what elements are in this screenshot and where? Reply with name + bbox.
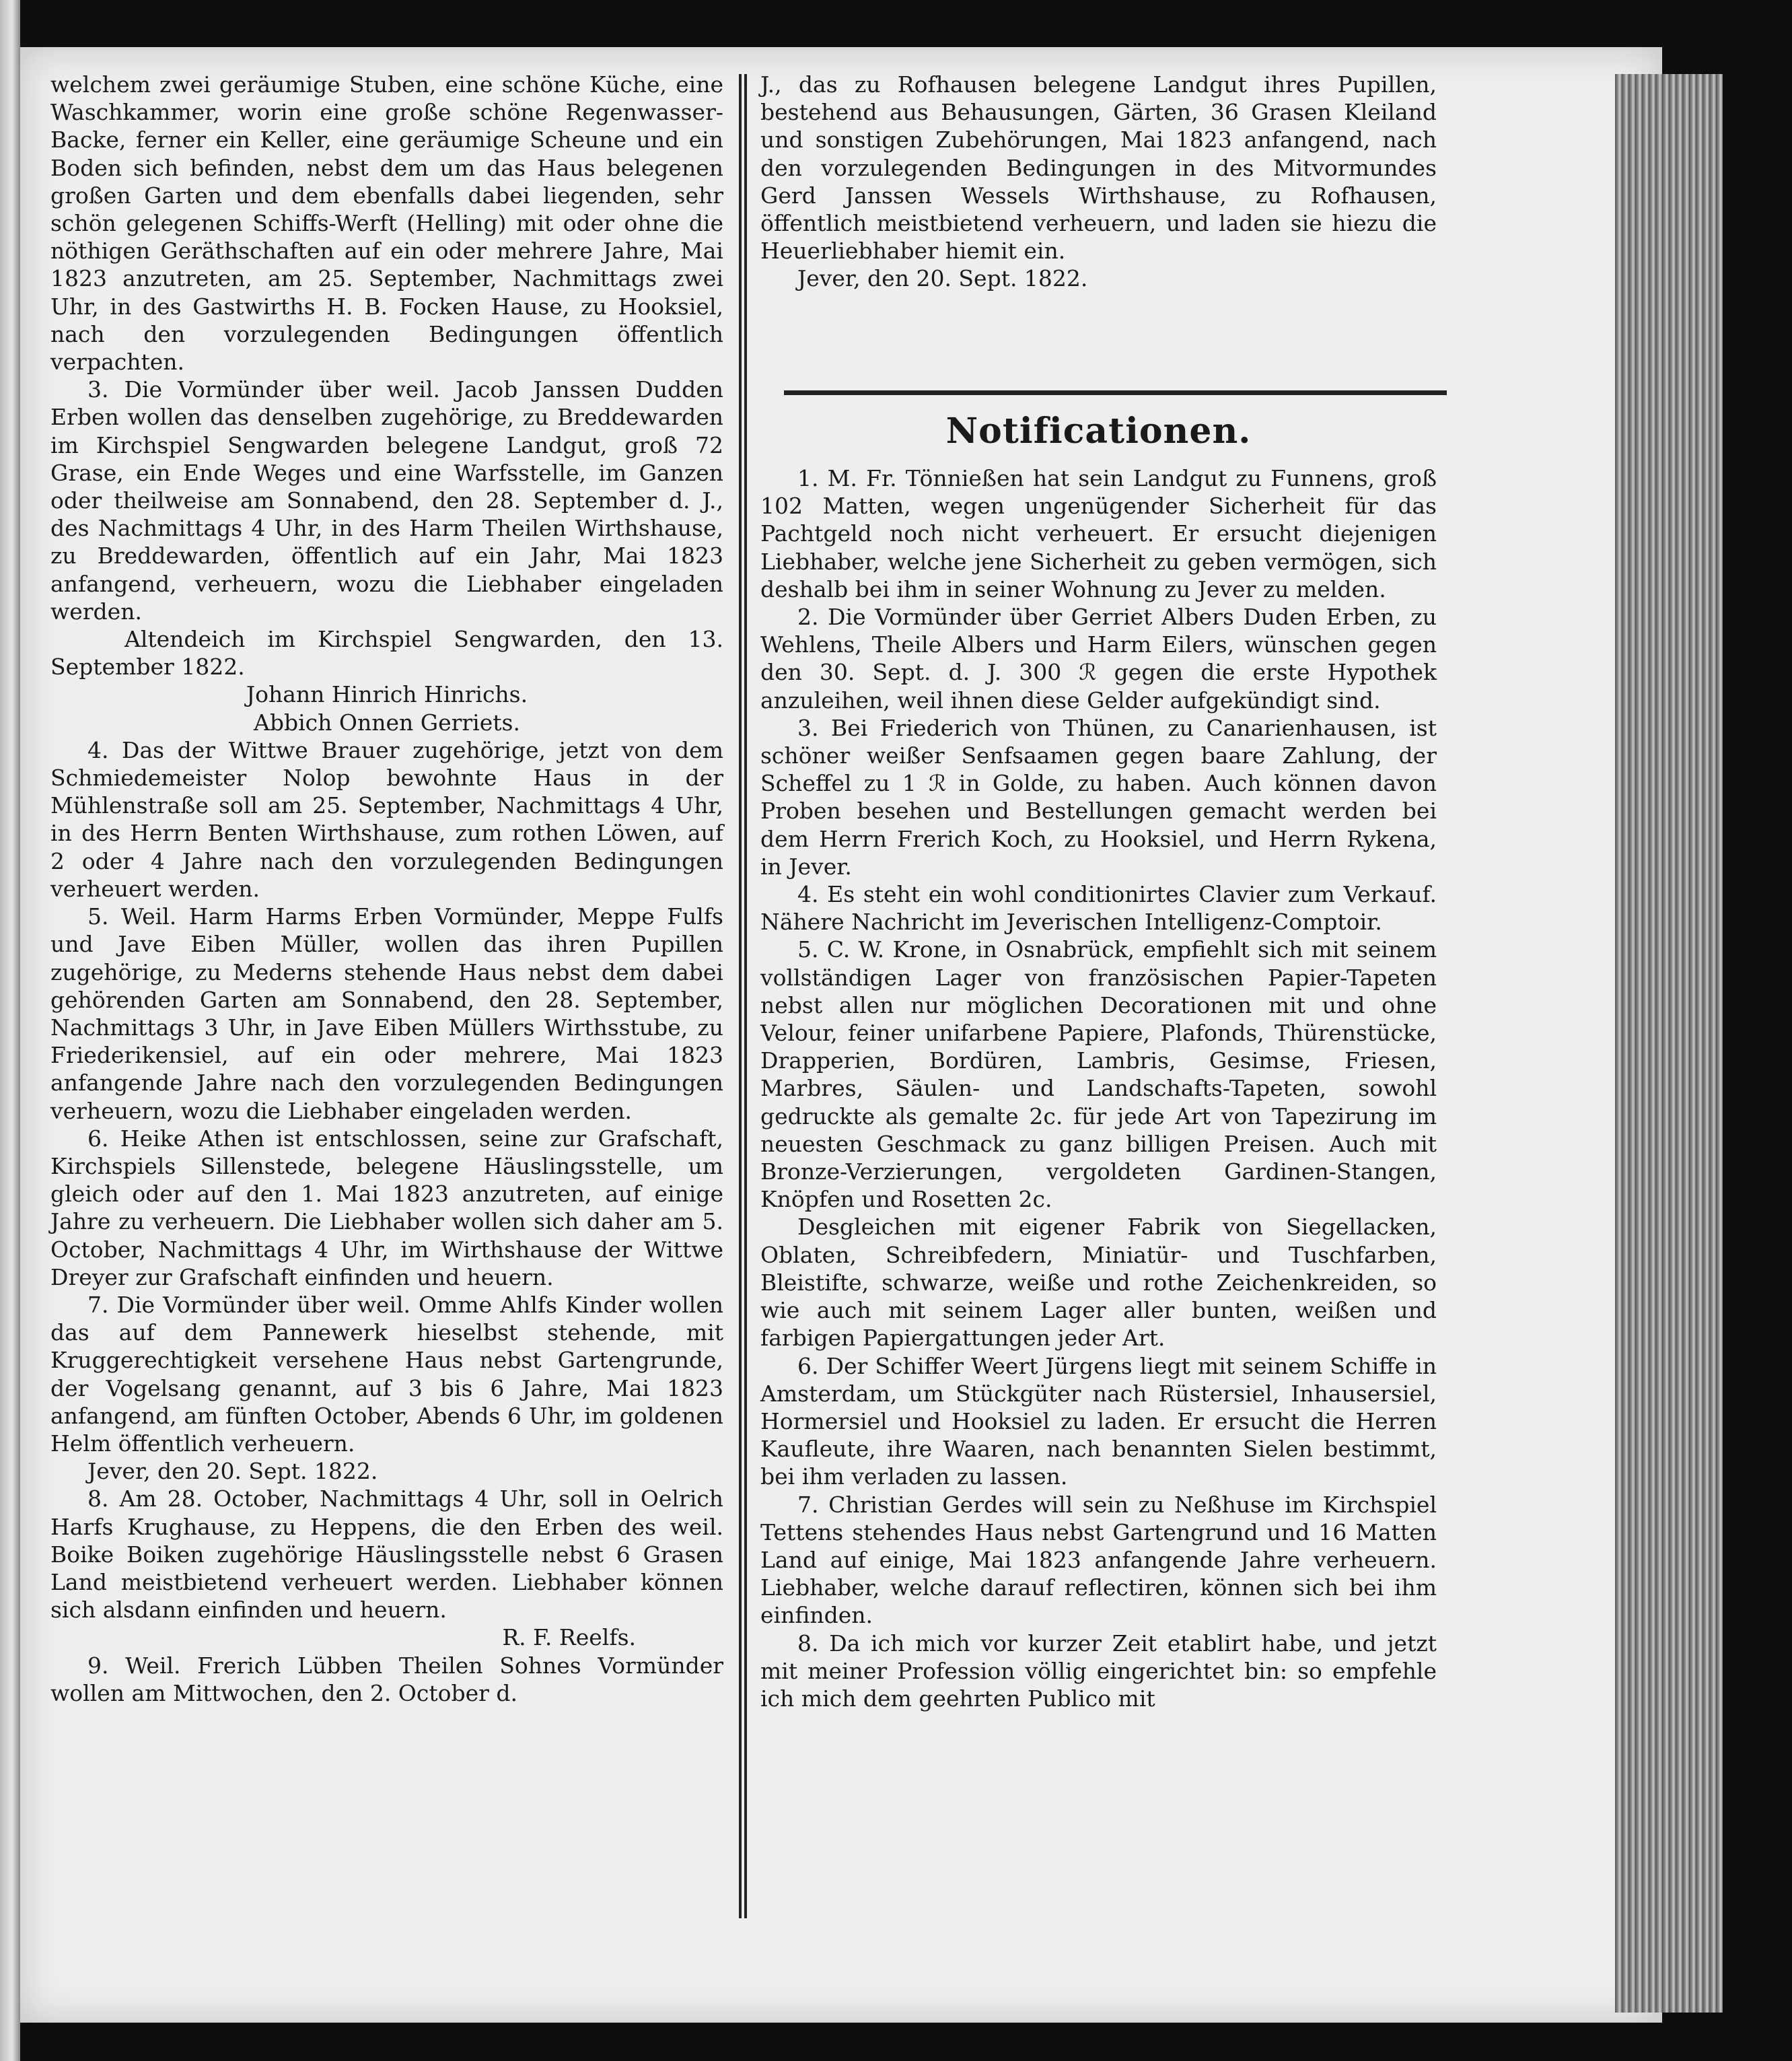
paragraph-continued: welchem zwei geräumige Stuben, eine schöne Küche, eine Waschkammer, worin eine große schöne Regenwasser-Backe, ferner ein Keller, eine geräumige Scheune und ein Boden sich befinden, nebst dem um das Haus belegenen großen Garten und dem ebenfalls dabei liegenden, sehr schön gelegenen Schiffs-Werft (Helling) mit oder ohne die nöthigen Geräthschaften auf ein oder mehrere Jahre, Mai 1823 anzutreten, am 25. September, Nachmittags zwei Uhr, in des Gastwirths H. B. Focken Hause, zu Hooksiel, nach den vorzulegenden Bedingungen öffentlich verpachten. — [50, 71, 723, 376]
notice-9-continued: J., das zu Rofhausen belegene Landgut ihres Pupillen, bestehend aus Behausungen, Gärten, 36 Grasen Kleiland und sonstigen Zubehörungen, Mai 1823 anfangend, nach den vorzulegenden Bedingungen in des Mitvormundes Gerd Janssen Wessels Wirthshause, zu Rofhausen, öffentlich meistbietend verheuern, und laden sie hiezu die Heuerliebhaber hiemit ein. — [760, 71, 1437, 265]
section-rule — [784, 390, 1447, 395]
column-divider — [739, 74, 747, 1918]
right-column-top — [760, 71, 1437, 293]
notice-5: 5. Weil. Harm Harms Erben Vormünder, Meppe Fulfs und Jave Eiben Müller, wollen das ihren Pupillen zugehörige, zu Mederns stehende Haus nebst dem dabei gehörenden Garten am Sonnabend, den 28. September, Nachmittags 3 Uhr, in Jave Eiben Müllers Wirthsstube, zu Friederikensiel, auf ein oder mehrere, Mai 1823 anfangende Jahre nach den vorzulegenden Bedingungen verheuern, wozu die Liebhaber eingeladen werden. — [50, 903, 723, 1124]
notice-7-date: Jever, den 20. Sept. 1822. — [87, 1458, 378, 1485]
notice-3-place: Altendeich im Kirchspiel Sengwarden, den 13. September 1822. — [50, 626, 723, 680]
notification-3: 3. Bei Friederich von Thünen, zu Canarienhausen, ist schöner weißer Senfsaamen gegen baare Zahlung, der Scheffel zu 1 ℛ in Golde, zu haben. Auch können davon Proben besehen und Bestellungen gemacht werden bei dem Herrn Frerich Koch, zu Hooksiel, und Herrn Rykena, in Jever. — [760, 714, 1437, 880]
notification-5: 5. C. W. Krone, in Osnabrück, empfiehlt sich mit seinem vollständigen Lager von französischen Papier-Tapeten nebst allen nur möglichen Decorationen mit und ohne Velour, feiner unifarbene Papiere, Plafonds, Thürenstücke, Drapperien, Bordüren, Lambris, Gesimse, Friesen, Marbres, Säulen- und Landschafts-Tapeten, sowohl gedruckte als gemalte 2c. für jede Art von Tapezirung im neuesten Geschmack zu ganz billigen Preisen. Auch mit Bronze-Verzierungen, vergoldeten Gardinen-Stangen, Knöpfen und Rosetten 2c. — [760, 936, 1437, 1213]
notification-2: 2. Die Vormünder über Gerriet Albers Duden Erben, zu Wehlens, Theile Albers und Harm Eilers, wünschen gegen den 30. Sept. d. J. 300 ℛ gegen die erste Hypothek anzuleihen, weil ihnen diese Gelder aufgekündigt sind. — [760, 604, 1437, 713]
notification-8: 8. Da ich mich vor kurzer Zeit etablirt habe, und jetzt mit meiner Profession völlig eingerichtet bin: so empfehle ich mich dem geehrten Publico mit — [760, 1630, 1437, 1712]
notice-9-date: Jever, den 20. Sept. 1822. — [797, 265, 1088, 292]
notice-3-signature-1: Johann Hinrich Hinrichs. — [246, 681, 528, 708]
page-stack-edge — [1615, 74, 1723, 2013]
section-heading: Notificationen. — [945, 411, 1252, 452]
book-spine-edge — [0, 0, 20, 2061]
notice-6: 6. Heike Athen ist entschlossen, seine zur Grafschaft, Kirchspiels Sillenstede, belegene Häuslingsstelle, um gleich oder auf den 1. Mai 1823 anzutreten, auf einige Jahre zu verheuern. Die Liebhaber wollen sich daher am 5. October, Nachmittags 4 Uhr, im Wirthshause der Wittwe Dreyer zur Grafschaft einfinden und heuern. — [50, 1125, 723, 1290]
notification-4: 4. Es steht ein wohl conditionirtes Clavier zum Verkauf. Nähere Nachricht im Jeverischen Intelligenz-Comptoir. — [760, 881, 1437, 936]
right-column-notifications — [760, 464, 1437, 1712]
left-column — [50, 71, 723, 1707]
notification-6: 6. Der Schiffer Weert Jürgens liegt mit seinem Schiffe in Amsterdam, um Stückgüter nach Rüstersiel, Inhausersiel, Hormersiel und Hooksiel zu laden. Er ersucht die Herren Kaufleute, ihre Waaren, nach benannten Sielen bestimmt, bei ihm verladen zu lassen. — [760, 1352, 1437, 1490]
notice-3: 3. Die Vormünder über weil. Jacob Janssen Dudden Erben wollen das denselben zugehörige, zu Breddewarden im Kirchspiel Sengwarden belegene Landgut, groß 72 Grase, ein Ende Weges und eine Warfsstelle, im Ganzen oder theilweise am Sonnabend, den 28. September d. J., des Nachmittags 4 Uhr, in des Harm Theilen Wirthshause, zu Breddewarden, öffentlich auf ein Jahr, Mai 1823 anfangend, verheuern, wozu die Liebhaber eingeladen werden. — [50, 376, 723, 625]
notice-8: 8. Am 28. October, Nachmittags 4 Uhr, soll in Oelrich Harfs Krughause, zu Heppens, die den Erben des weil. Boike Boiken zugehörige Häuslingsstelle nebst 6 Grasen Land meistbietend verheuert werden. Liebhaber können sich alsdann einfinden und heuern. — [50, 1486, 723, 1623]
notice-4: 4. Das der Wittwe Brauer zugehörige, jetzt von dem Schmiedemeister Nolop bewohnte Haus in der Mühlenstraße soll am 25. September, Nachmittags 4 Uhr, in des Herrn Benten Wirthshause, zum rothen Löwen, auf 2 oder 4 Jahre nach den vorzulegenden Bedingungen verheuert werden. — [50, 736, 723, 902]
notice-3-signature-2: Abbich Onnen Gerriets. — [254, 709, 520, 736]
notification-7: 7. Christian Gerdes will sein zu Neßhuse im Kirchspiel Tettens stehendes Haus nebst Gartengrund und 16 Matten Land auf einige, Mai 1823 anfangende Jahre verheuern. Liebhaber, welche darauf reflectiren, können sich bei ihm einfinden. — [760, 1491, 1437, 1629]
notification-5-continued: Desgleichen mit eigener Fabrik von Siegellacken, Oblaten, Schreibfedern, Miniatür- und Tuschfarben, Bleistifte, schwarze, weiße und rothe Zeichenkreiden, so wie auch mit seinem Lager aller bunten, weißen und farbigen Papiergattungen jeder Art. — [760, 1214, 1437, 1352]
notice-7: 7. Die Vormünder über weil. Omme Ahlfs Kinder wollen das auf dem Pannewerk hieselbst stehende, mit Kruggerechtigkeit versehene Haus nebst Gartengrunde, der Vogelsang genannt, auf 3 bis 6 Jahre, Mai 1823 anfangend, am fünften October, Abends 6 Uhr, im goldenen Helm öffentlich verheuern. — [50, 1291, 723, 1457]
notification-1: 1. M. Fr. Tönnießen hat sein Landgut zu Funnens, groß 102 Matten, wegen ungenügender Sicherheit für das Pachtgeld noch nicht verheuert. Er ersucht diejenigen Liebhaber, welche jene Sicherheit zu geben vermögen, sich deshalb bei ihm in seiner Wohnung zu Jever zu melden. — [760, 465, 1437, 602]
notice-9: 9. Weil. Frerich Lübben Theilen Sohnes Vormünder wollen am Mittwochen, den 2. October d. — [50, 1652, 723, 1706]
notice-8-signature: R. F. Reelfs. — [502, 1624, 636, 1651]
